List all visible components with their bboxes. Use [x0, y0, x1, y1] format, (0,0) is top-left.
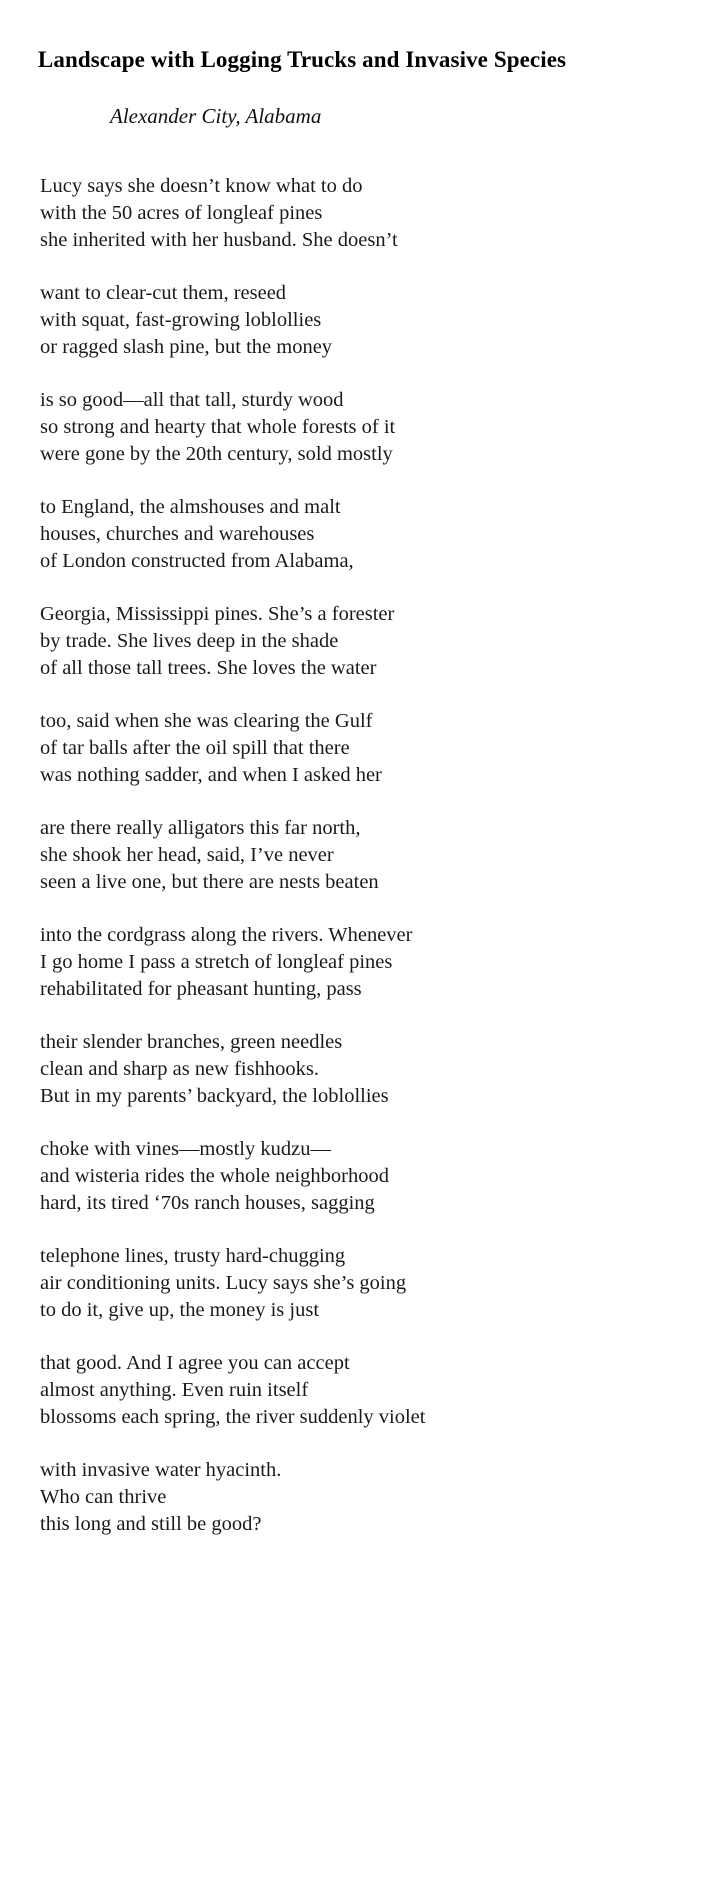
poem-stanza	[40, 1457, 700, 1538]
poem-stanza	[40, 1350, 700, 1431]
poem-line: rehabilitated for pheasant hunting, pass	[40, 977, 362, 1000]
poem-line: with invasive water hyacinth.	[40, 1458, 282, 1481]
poem-line: were gone by the 20th century, sold mostly	[40, 442, 393, 465]
poem-line: to England, the almshouses and malt	[40, 495, 341, 518]
poem-stanza	[40, 708, 700, 789]
poem-line: telephone lines, trusty hard-chugging	[40, 1244, 346, 1267]
poem-body	[0, 129, 720, 1598]
poem-line: too, said when she was clearing the Gulf	[40, 709, 373, 732]
page-title: Landscape with Logging Trucks and Invasive Species	[37, 47, 567, 72]
poem-line: of tar balls after the oil spill that there	[40, 736, 350, 759]
poem-line: blossoms each spring, the river suddenly violet	[40, 1405, 426, 1428]
poem-line: with squat, fast-growing loblollies	[40, 308, 322, 331]
poem-line: of all those tall trees. She loves the water	[40, 656, 377, 679]
poem-line: choke with vines—mostly kudzu—	[40, 1137, 331, 1160]
poem-line: I go home I pass a stretch of longleaf pines	[40, 950, 393, 973]
poem-stanza	[40, 815, 700, 896]
poem-stanza	[40, 280, 700, 361]
poem-stanza	[40, 1243, 700, 1324]
poem-stanza	[40, 1136, 700, 1217]
poem-line: their slender branches, green needles	[40, 1030, 343, 1053]
poem-line: was nothing sadder, and when I asked her	[40, 763, 382, 786]
poem-line: seen a live one, but there are nests beaten	[40, 870, 379, 893]
poem-line: clean and sharp as new fishhooks.	[40, 1057, 319, 1080]
poem-line: hard, its tired ‘70s ranch houses, sagging	[40, 1191, 375, 1214]
poem-line: that good. And I agree you can accept	[40, 1351, 350, 1374]
poem-line: Who can thrive	[40, 1485, 167, 1508]
poem-line: of London constructed from Alabama,	[40, 549, 354, 572]
poem-line: to do it, give up, the money is just	[40, 1298, 320, 1321]
poem-line: by trade. She lives deep in the shade	[40, 629, 339, 652]
poem-line: Lucy says she doesn’t know what to do	[40, 174, 363, 197]
poem-line: this long and still be good?	[40, 1512, 262, 1535]
poem-line: and wisteria rides the whole neighborhood	[40, 1164, 389, 1187]
poem-line: she inherited with her husband. She doesn’t	[40, 228, 398, 251]
poem-stanza	[40, 1029, 700, 1110]
poem-stanza	[40, 601, 700, 682]
poem-line: Georgia, Mississippi pines. She’s a forester	[40, 602, 395, 625]
poem-stanza	[40, 494, 700, 575]
poem-stanza	[40, 173, 700, 254]
poem-stanza	[40, 922, 700, 1003]
poem-line: so strong and hearty that whole forests of it	[40, 415, 396, 438]
poem-line: she shook her head, said, I’ve never	[40, 843, 334, 866]
poem-line: want to clear-cut them, reseed	[40, 281, 287, 304]
poem-stanza	[40, 387, 700, 468]
poem-line: are there really alligators this far north,	[40, 816, 361, 839]
poem-line: almost anything. Even ruin itself	[40, 1378, 309, 1401]
poem-line: houses, churches and warehouses	[40, 522, 315, 545]
poem-line: or ragged slash pine, but the money	[40, 335, 333, 358]
poem-line: is so good—all that tall, sturdy wood	[40, 388, 344, 411]
poem-line: air conditioning units. Lucy says she’s going	[40, 1271, 407, 1294]
poem-line: into the cordgrass along the rivers. Whenever	[40, 923, 413, 946]
poem-line: with the 50 acres of longleaf pines	[40, 201, 323, 224]
poem-line: But in my parents’ backyard, the loblollies	[40, 1084, 389, 1107]
poem-subtitle-location: Alexander City, Alabama	[110, 103, 322, 128]
